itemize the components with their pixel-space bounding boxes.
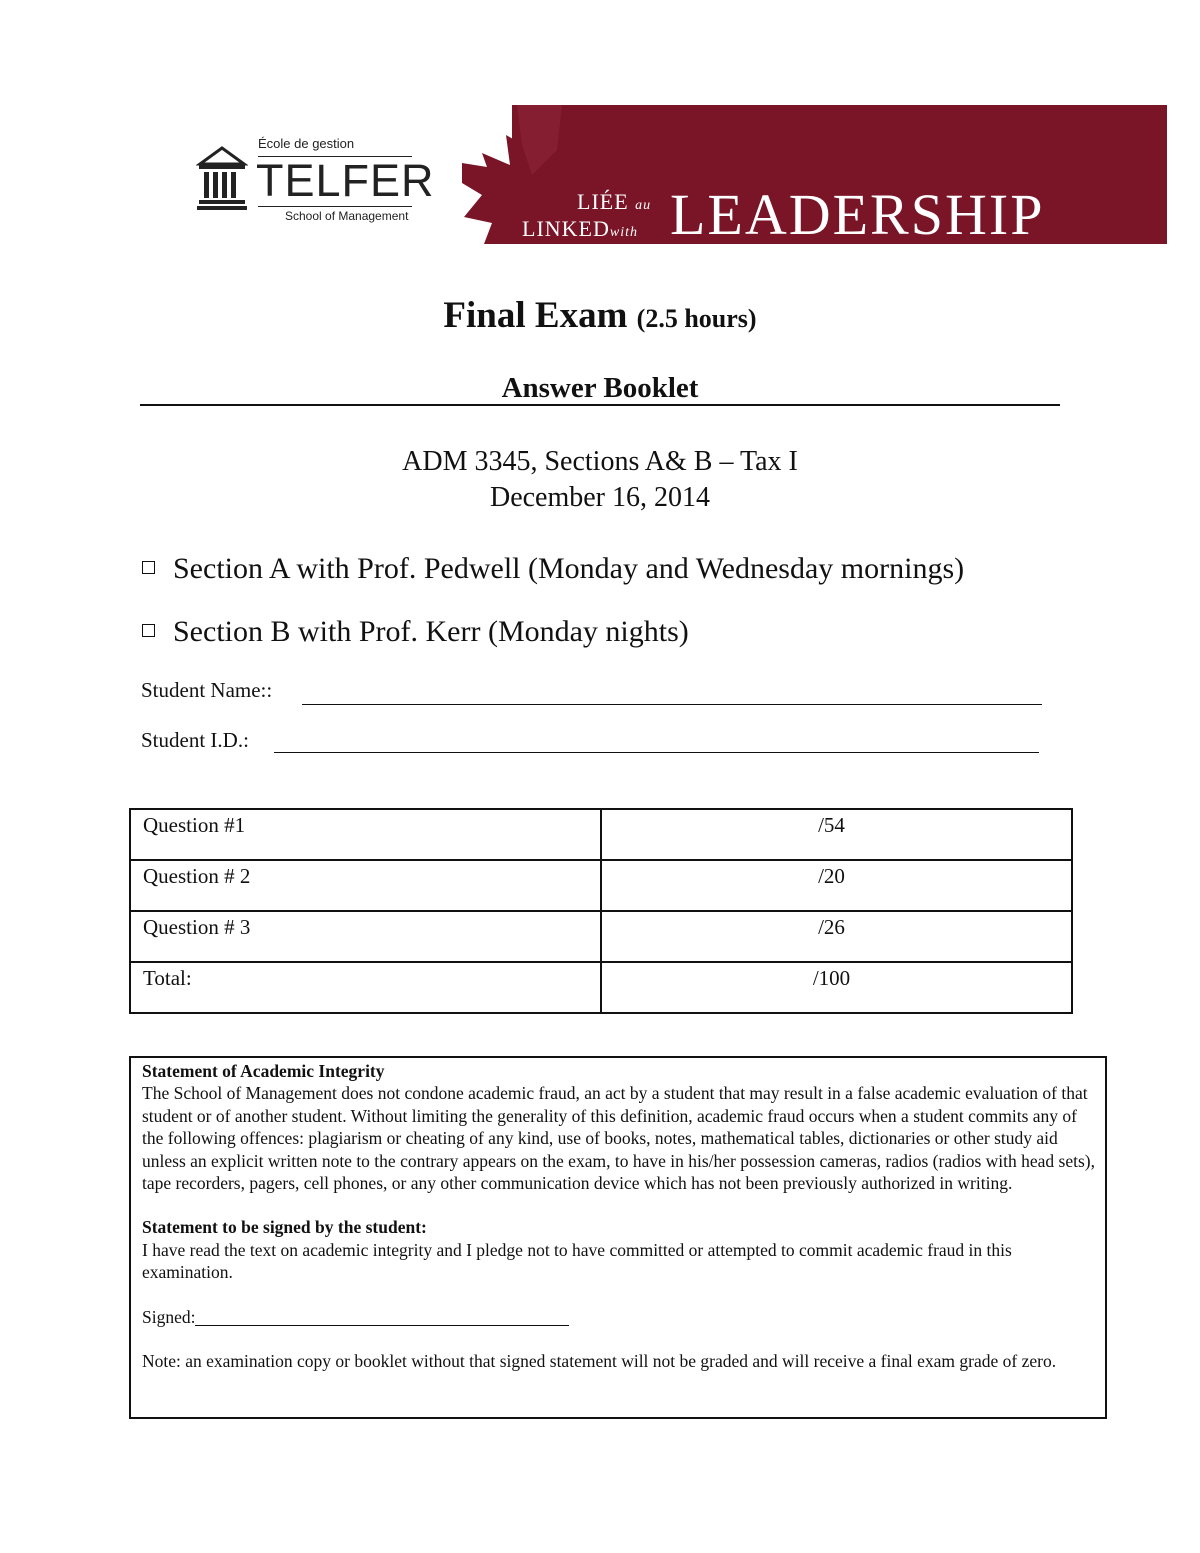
score-table	[129, 808, 1073, 1014]
integrity-body: The School of Management does not condone academic fraud, an act by a student that may result in a false academic evaluation of that student or of another student. Without limiting the generality of this definition, academic fraud occurs when a student commits any of the following offences: plagiarism or cheating of any kind, use of books, notes, mathematical tables, dictionaries or other study aid unless an explicit written note to the contrary appears on the exam, to have in his/her possession cameras, radios (radios with head sets), tape recorders, pagers, cell phones, or any other communication device which has not been previously authorized in writing.	[142, 1083, 1095, 1194]
section-a-option[interactable]	[142, 552, 964, 586]
mark-cell[interactable]: /20	[601, 860, 1072, 911]
building-icon	[196, 144, 248, 214]
table-row	[130, 911, 1072, 962]
telfer-logo	[196, 136, 435, 228]
mark-cell[interactable]: /54	[601, 809, 1072, 860]
logo-name: TELFER	[256, 155, 435, 206]
integrity-heading: Statement of Academic Integrity	[142, 1061, 385, 1081]
academic-integrity-box	[129, 1056, 1107, 1419]
title-duration: (2.5 hours)	[636, 304, 757, 333]
section-a-label: Section A with Prof. Pedwell (Monday and Wednesday mornings)	[173, 552, 965, 585]
subtitle: Answer Booklet	[501, 372, 699, 404]
signed-label: Signed:	[142, 1306, 196, 1327]
student-name-field[interactable]	[302, 704, 1042, 705]
page-title	[0, 294, 1200, 337]
logo-school-text: School of Management	[285, 209, 409, 223]
section-b-checkbox[interactable]	[142, 624, 155, 637]
signature-row	[142, 1306, 1095, 1328]
table-row	[130, 809, 1072, 860]
mark-cell[interactable]: /26	[601, 911, 1072, 962]
banner-linked: LINKEDwith	[522, 216, 638, 241]
student-name-label: Student Name::	[141, 678, 273, 702]
pledge-text: I have read the text on academic integrity and I pledge not to have committed or attempted to commit academic fraud in this examination.	[142, 1239, 1012, 1283]
banner-leadership: LEADERSHIP	[670, 182, 1045, 247]
section-b-option[interactable]	[142, 615, 689, 649]
table-row	[130, 860, 1072, 911]
leadership-banner	[462, 105, 1167, 247]
student-id-label: Student I.D.:	[141, 728, 249, 752]
table-row	[130, 962, 1072, 1013]
sign-heading: Statement to be signed by the student:	[142, 1217, 427, 1238]
question-cell: Question # 3	[130, 911, 601, 962]
question-cell: Question #1	[130, 809, 601, 860]
student-id-field[interactable]	[274, 752, 1039, 753]
section-b-label: Section B with Prof. Kerr (Monday nights)	[173, 615, 689, 648]
section-a-checkbox[interactable]	[142, 561, 155, 574]
total-cell: Total:	[130, 962, 601, 1013]
signature-field[interactable]	[195, 1309, 569, 1326]
question-cell: Question # 2	[130, 860, 601, 911]
course-line: ADM 3345, Sections A& B – Tax I	[402, 446, 798, 477]
banner-liee: LIÉE au	[577, 189, 652, 214]
title-text: Final Exam	[443, 295, 628, 336]
total-mark-cell[interactable]: /100	[601, 962, 1072, 1013]
logo-ecole-text: École de gestion	[258, 136, 355, 151]
grading-note: Note: an examination copy or booklet without that signed statement will not be graded and will receive a final exam grade of zero.	[142, 1351, 1057, 1372]
exam-date: December 16, 2014	[489, 482, 711, 513]
title-divider	[140, 404, 1060, 406]
